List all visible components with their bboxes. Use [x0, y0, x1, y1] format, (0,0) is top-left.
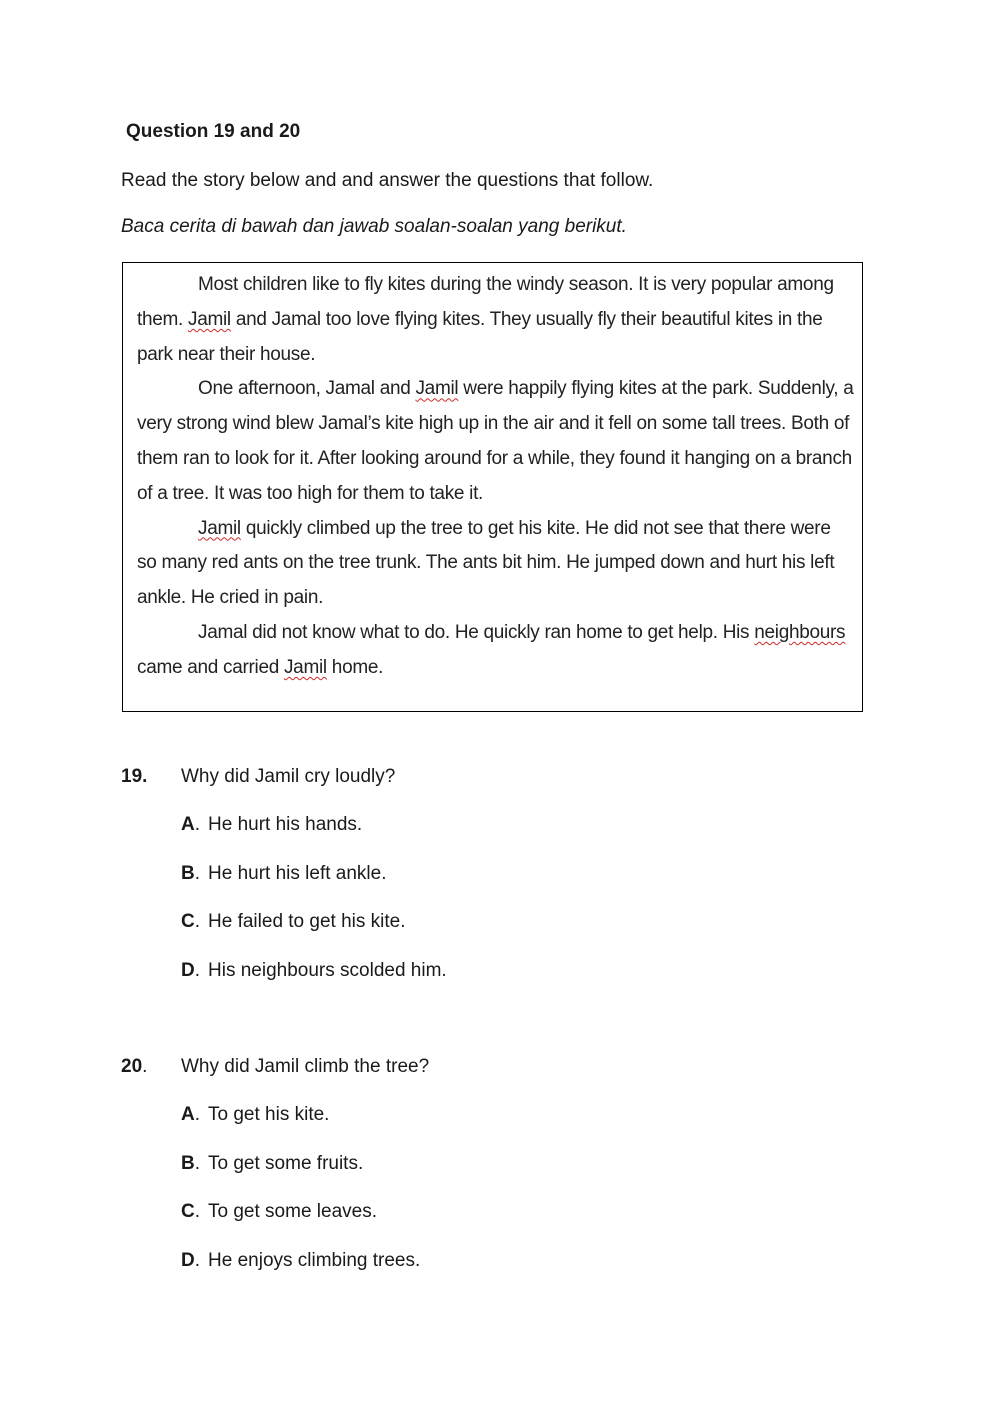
- option-text: To get his kite.: [208, 1104, 330, 1125]
- story-paragraph-2: [137, 372, 855, 511]
- story-text-run: quickly climbed up the tree to get his kite. He did not see that there were so many red ants on the tree trunk. The ants bit him. He jumped down and hurt his left ankle. He cried in pain.: [137, 517, 835, 609]
- question-number-value: 19: [121, 766, 143, 787]
- story-text-run: Most children like to fly kites during the windy season. It is very popular among them.: [137, 274, 834, 330]
- story-text-run: One afternoon, Jamal and: [198, 378, 416, 400]
- story-text: [137, 268, 855, 686]
- story-text-run: home.: [326, 656, 384, 678]
- question-number-dot: .: [142, 1056, 148, 1077]
- story-paragraph-4: [137, 616, 855, 686]
- answer-options: [181, 814, 447, 1008]
- option-c[interactable]: C. To get some leaves.: [181, 1201, 377, 1222]
- option-letter: D: [181, 1249, 195, 1271]
- option-letter: C: [181, 911, 195, 932]
- story-text-run: were happily flying kites at the park. Suddenly, a very strong wind blew Jamal’s kite high up in the air and it fell on some tall trees. Both of them ran to look for it. After looking around for a while, they found it hanging on a branch of a tree. It was too high for them to take it.: [137, 378, 854, 504]
- story-text-run: and Jamal too love flying kites. They usually fly their beautiful kites in the park near their house.: [137, 308, 823, 365]
- answer-options: [181, 1104, 420, 1298]
- story-box: [122, 262, 863, 712]
- spellcheck-word: neighbours: [754, 621, 846, 643]
- option-text: He hurt his hands.: [208, 814, 363, 835]
- option-b[interactable]: B. He hurt his left ankle.: [181, 862, 387, 884]
- spellcheck-word: Jamil: [188, 308, 231, 330]
- option-letter: C: [181, 1201, 195, 1222]
- option-text: He enjoys climbing trees.: [208, 1249, 421, 1271]
- option-letter: A: [181, 1104, 195, 1125]
- option-text: To get some leaves.: [208, 1201, 377, 1222]
- question-number: [121, 1056, 147, 1078]
- spellcheck-word: Jamil: [283, 656, 327, 678]
- option-letter: B: [181, 1152, 195, 1174]
- option-c[interactable]: C. He failed to get his kite.: [181, 911, 406, 932]
- option-text: To get some fruits.: [208, 1152, 364, 1174]
- option-a[interactable]: A. To get his kite.: [181, 1104, 330, 1125]
- question-number: [121, 766, 147, 788]
- option-text: He hurt his left ankle.: [208, 862, 387, 884]
- section-heading: Question 19 and 20: [126, 121, 301, 142]
- story-paragraph-3: [137, 512, 855, 616]
- story-paragraph-1: [137, 268, 855, 372]
- option-text: His neighbours scolded him.: [208, 959, 447, 981]
- story-text-run: Jamal did not know what to do. He quickly ran home to get help. His: [198, 621, 755, 643]
- question-number-dot: .: [142, 766, 148, 787]
- question-text: Why did Jamil climb the tree?: [181, 1056, 430, 1077]
- spellcheck-word: Jamil: [415, 378, 459, 400]
- question-number-value: 20: [121, 1056, 143, 1077]
- option-a[interactable]: A. He hurt his hands.: [181, 814, 363, 835]
- option-letter: D: [181, 959, 195, 981]
- instruction-malay: Baca cerita di bawah dan jawab soalan-soalan yang berikut.: [121, 216, 627, 237]
- option-b[interactable]: B. To get some fruits.: [181, 1152, 364, 1174]
- spellcheck-word: Jamil: [198, 517, 241, 539]
- option-letter: B: [181, 862, 195, 884]
- option-d[interactable]: D. His neighbours scolded him.: [181, 959, 447, 981]
- option-d[interactable]: D. He enjoys climbing trees.: [181, 1249, 421, 1271]
- story-text-run: came and carried: [137, 656, 284, 678]
- option-text: He failed to get his kite.: [208, 911, 406, 932]
- option-letter: A: [181, 814, 195, 835]
- instruction-english: Read the story below and and answer the questions that follow.: [121, 170, 654, 191]
- question-text: Why did Jamil cry loudly?: [181, 766, 396, 787]
